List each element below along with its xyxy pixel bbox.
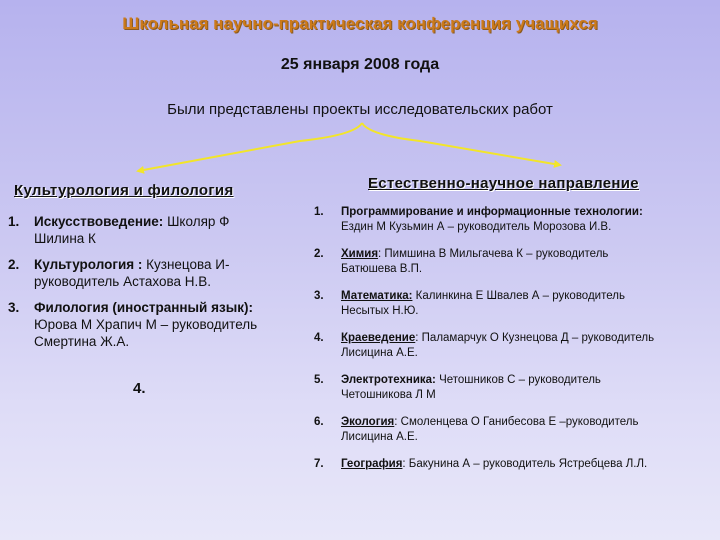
item-number: 1. <box>314 206 324 218</box>
item-number: 3. <box>314 290 324 302</box>
item-supervisor: Лисицина А.Е. <box>341 347 418 359</box>
item-details: : Пимшина В Мильгачева К – руководитель <box>378 248 609 260</box>
page-title: Школьная научно-практическая конференция учащихся <box>122 14 598 33</box>
natural-science-heading: Естественно-научное направление <box>368 175 639 192</box>
item-number: 7. <box>314 458 324 470</box>
item-supervisor: Батюшева В.П. <box>341 263 423 275</box>
item-details: : Паламарчук О Кузнецова Д – руководитель <box>415 332 655 344</box>
item-supervisor: Несытых Н.Ю. <box>341 305 419 317</box>
item-supervisor: Ездин М Кузьмин А – руководитель Морозова И.В. <box>341 221 612 233</box>
item-subject: Программирование и информационные технологии: <box>341 206 643 218</box>
item-supervisor: Четошникова Л М <box>341 389 436 401</box>
item-number: 6. <box>314 416 324 428</box>
list-item <box>314 373 718 415</box>
item-number: 2. <box>8 257 20 272</box>
item-details: Калинкина Е Швалев А – руководитель <box>412 290 625 302</box>
arrow-left <box>138 123 362 171</box>
list-item <box>8 256 278 290</box>
list-item <box>314 247 718 289</box>
list-item <box>8 213 278 247</box>
list-item <box>314 205 718 247</box>
item-number: 5. <box>314 374 324 386</box>
culture-philology-heading: Культурология и филология <box>14 182 234 199</box>
item-subject: Филология (иностранный язык): <box>34 300 253 315</box>
list-item <box>314 415 718 457</box>
item-number: 3. <box>8 300 20 315</box>
list-item <box>8 299 278 350</box>
list-item <box>314 289 718 331</box>
science-project-list <box>314 205 718 499</box>
empty-item-number: 4. <box>133 380 146 397</box>
item-number: 2. <box>314 248 324 260</box>
item-details: Четошников С – руководитель <box>435 374 601 386</box>
item-subject: Культурология : <box>34 257 143 272</box>
arrow-right <box>362 123 560 165</box>
item-subject: География <box>341 458 403 470</box>
item-subject: Краеведение <box>341 332 416 344</box>
item-number: 4. <box>314 332 324 344</box>
item-details: Школяр Ф Шилина К <box>34 214 230 246</box>
item-subject: Экология <box>341 416 395 428</box>
item-number: 1. <box>8 214 20 229</box>
list-item <box>314 331 718 373</box>
item-details: : Смоленцева О Ганибесова Е –руководитель <box>394 416 639 428</box>
subtitle: Были представлены проекты исследовательских работ <box>167 101 553 118</box>
item-details: Юрова М Храпич М – руководитель Смертина Ж.А. <box>34 317 258 349</box>
list-item <box>314 457 718 499</box>
conference-date: 25 января 2008 года <box>280 56 440 73</box>
item-details: : Бакунина А – руководитель Ястребцева Л.Л. <box>402 458 648 470</box>
item-subject: Математика: <box>341 290 413 302</box>
item-subject: Искусствоведение: <box>34 214 164 229</box>
culture-project-list <box>8 213 278 359</box>
item-supervisor: Лисицина А.Е. <box>341 431 418 443</box>
item-subject: Химия <box>341 248 379 260</box>
item-details: Кузнецова И- руководитель Астахова Н.В. <box>34 257 230 289</box>
item-subject: Электротехника: <box>341 374 436 386</box>
